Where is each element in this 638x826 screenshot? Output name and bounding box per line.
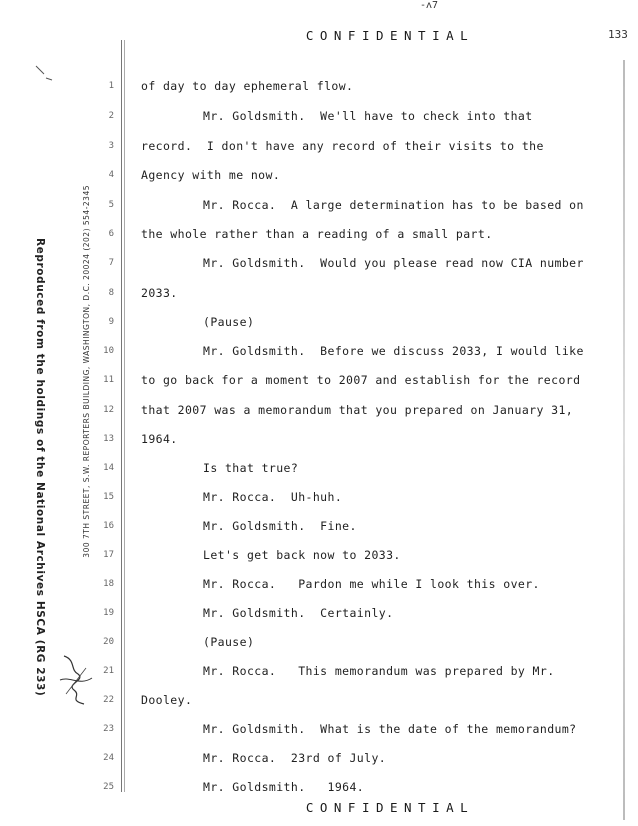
transcript-line: Mr. Rocca. 23rd of July. (203, 751, 387, 765)
confidential-header: CONFIDENTIAL (305, 28, 475, 43)
transcript-line: Mr. Rocca. This memorandum was prepared by Mr. (203, 664, 555, 678)
line-number: 17 (103, 550, 114, 560)
transcript-line: Mr. Rocca. A large determination has to be based on (203, 198, 584, 212)
transcript-line: Agency with me now. (141, 168, 281, 182)
margin-rule-inner (124, 40, 125, 792)
transcript-line: the whole rather than a reading of a small part. (141, 227, 493, 241)
line-number: 25 (103, 782, 114, 792)
line-number: 10 (103, 346, 114, 356)
line-number: 21 (103, 666, 114, 676)
transcript-line: 1964. (141, 432, 178, 446)
transcript-line: Mr. Goldsmith. Before we discuss 2033, I would like (203, 344, 584, 358)
margin-smudge-mark (34, 62, 64, 92)
page-edge-shadow (623, 60, 625, 820)
transcript-line: (Pause) (203, 635, 255, 649)
line-number: 5 (108, 200, 114, 210)
line-number: 9 (108, 317, 114, 327)
transcript-line: of day to day ephemeral flow. (141, 79, 354, 93)
line-number: 16 (103, 521, 114, 531)
line-number: 15 (103, 492, 114, 502)
line-number: 3 (108, 141, 114, 151)
line-number: 6 (108, 229, 114, 239)
transcript-line: Mr. Goldsmith. Would you please read now CIA number (203, 256, 584, 270)
confidential-footer: CONFIDENTIAL (305, 800, 475, 815)
reporter-address: 300 7TH STREET, S.W. REPORTERS BUILDING, WASHINGTON, D.C. 20024 (202) 554-2345 (82, 185, 91, 558)
line-number: 11 (103, 375, 114, 385)
transcript-line: Mr. Goldsmith. We'll have to check into that (203, 109, 533, 123)
transcript-line: Mr. Goldsmith. 1964. (203, 780, 365, 794)
transcript-line: Mr. Rocca. Pardon me while I look this over. (203, 577, 540, 591)
transcript-line: Mr. Goldsmith. Certainly. (203, 606, 394, 620)
margin-rule (121, 40, 122, 792)
line-number: 7 (108, 258, 114, 268)
line-number: 20 (103, 637, 114, 647)
line-number: 23 (103, 724, 114, 734)
line-number: 13 (103, 434, 114, 444)
line-number: 4 (108, 170, 114, 180)
transcript-line: Let's get back now to 2033. (203, 548, 401, 562)
transcript-line: Mr. Goldsmith. Fine. (203, 519, 357, 533)
handwritten-signature-stamp (56, 650, 98, 710)
line-number: 14 (103, 463, 114, 473)
transcript-line: record. I don't have any record of their visits to the (141, 139, 544, 153)
line-number: 1 (108, 81, 114, 91)
transcript-line: Mr. Goldsmith. What is the date of the memorandum? (203, 722, 577, 736)
transcript-line: to go back for a moment to 2007 and establish for the record (141, 373, 581, 387)
archive-note: Reproduced from the holdings of the National Archives HSCA (RG 233) (34, 238, 46, 697)
page-number: 133 (608, 28, 628, 41)
transcript-line: that 2007 was a memorandum that you prepared on January 31, (141, 403, 574, 417)
line-number: 8 (108, 288, 114, 298)
transcript-line: Mr. Rocca. Uh-huh. (203, 490, 343, 504)
line-number: 18 (103, 579, 114, 589)
line-number: 22 (103, 695, 114, 705)
top-page-mark: -ᴧ7 (420, 0, 439, 11)
transcript-line: 2033. (141, 286, 178, 300)
line-number: 12 (103, 405, 114, 415)
line-number: 19 (103, 608, 114, 618)
line-number: 24 (103, 753, 114, 763)
transcript-line: Is that true? (203, 461, 299, 475)
line-number: 2 (108, 111, 114, 121)
transcript-line: (Pause) (203, 315, 255, 329)
transcript-line: Dooley. (141, 693, 193, 707)
